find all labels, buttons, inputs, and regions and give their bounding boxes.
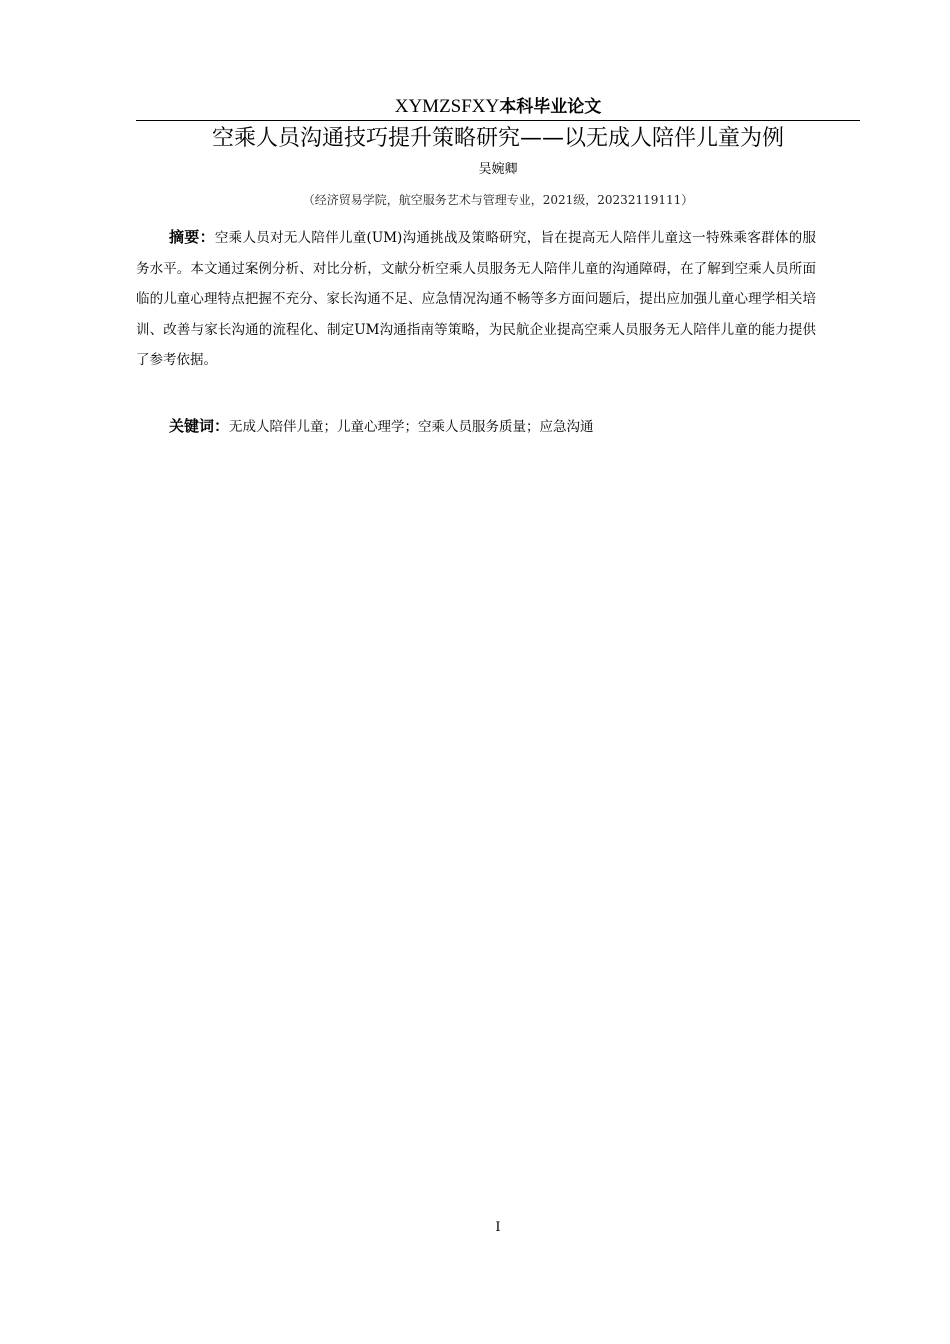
paper-title: 空乘人员沟通技巧提升策略研究——以无成人陪伴儿童为例 [211, 126, 784, 151]
running-header [136, 92, 860, 121]
keywords-label: 关键词： [169, 417, 230, 435]
author-name: 吴婉卿 [478, 162, 518, 177]
abstract-paragraph [136, 222, 816, 376]
header-label: 本科毕业论文 [499, 97, 602, 117]
author-affiliation: （经济贸易学院，航空服务艺术与管理专业，2021级，20232119111） [302, 193, 694, 207]
keywords-text: 无成人陪伴儿童；儿童心理学；空乘人员服务质量；应急沟通 [229, 419, 594, 435]
page-number: I [495, 1220, 501, 1235]
header-code: XYMZSFXY [394, 96, 500, 117]
abstract-label: 摘要： [169, 228, 215, 246]
keywords-paragraph [136, 411, 816, 442]
abstract-text: 空乘人员对无人陪伴儿童(UM)沟通挑战及策略研究，旨在提高无人陪伴儿童这一特殊乘客群体的服务水平。本文通过案例分析、对比分析，文献分析空乘人员服务无人陪伴儿童的沟通障碍，在了解到空乘人员所面临的儿童心理特点把握不充分、家长沟通不足、应急情况沟通不畅等多方面问题后，提出应加强儿童心理学相关培训、改善与家长沟通的流程化、制定UM沟通指南等策略，为民航企业提高空乘人员服务无人陪伴儿童的能力提供了参考依据。 [136, 230, 816, 368]
